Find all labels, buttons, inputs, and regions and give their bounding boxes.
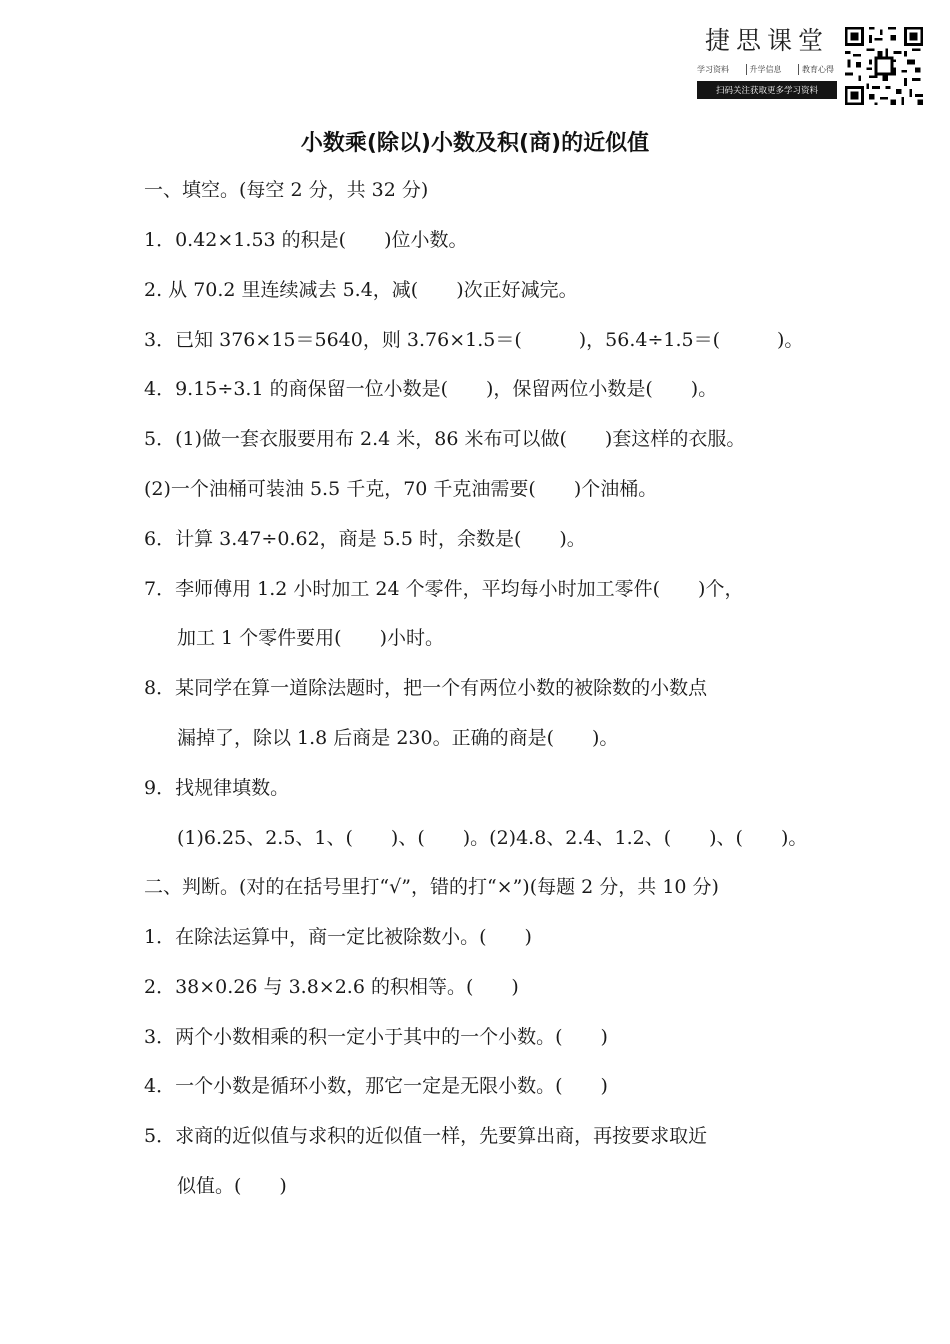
- question-line: 6．计算 3.47÷0.62，商是 5.5 时，余数是( )。: [144, 528, 586, 550]
- brand-block: [697, 26, 837, 99]
- question-line: (2)一个油桶可装油 5.5 千克，70 千克油需要( )个油桶。: [144, 478, 658, 500]
- question-line: 2. 从 70.2 里连续减去 5.4，减( )次正好减完。: [144, 279, 578, 301]
- section-heading: 一、填空。(每空 2 分，共 32 分): [144, 179, 429, 201]
- brand-tag: 升学信息: [746, 64, 785, 75]
- question-line: 3．已知 376×15＝5640，则 3.76×1.5＝( )，56.4÷1.5＝( )。: [144, 329, 804, 351]
- qr-code-icon: [845, 27, 923, 105]
- question-line: 3．两个小数相乘的积一定小于其中的一个小数。( ): [144, 1026, 608, 1048]
- brand-name: 捷思课堂: [704, 26, 829, 55]
- question-line: (1)6.25、2.5、1、( )、( )。(2)4.8、2.4、1.2、( )、( )。: [177, 827, 808, 849]
- question-line: 1．在除法运算中，商一定比被除数小。( ): [144, 926, 532, 948]
- question-line: 8．某同学在算一道除法题时，把一个有两位小数的被除数的小数点: [144, 677, 708, 699]
- page-title: 小数乘(除以)小数及积(商)的近似值: [300, 131, 650, 156]
- question-line: 2．38×0.26 与 3.8×2.6 的积相等。( ): [144, 976, 519, 998]
- question-line: 1．0.42×1.53 的积是( )位小数。: [144, 229, 468, 251]
- question-line: 4．9.15÷3.1 的商保留一位小数是( )，保留两位小数是( )。: [144, 378, 718, 400]
- question-line: 似值。( ): [177, 1175, 287, 1197]
- question-line: 5．(1)做一套衣服要用布 2.4 米，86 米布可以做( )套这样的衣服。: [144, 428, 746, 450]
- question-line: 5．求商的近似值与求积的近似值一样，先要算出商，再按要求取近: [144, 1125, 708, 1147]
- brand-tags: [697, 64, 837, 75]
- brand-tag: 教育心得: [798, 64, 837, 75]
- question-line: 4．一个小数是循环小数，那它一定是无限小数。( ): [144, 1075, 608, 1097]
- question-line: 7．李师傅用 1.2 小时加工 24 个零件，平均每小时加工零件( )个，: [144, 578, 744, 600]
- section-heading: 二、判断。(对的在括号里打“√”，错的打“×”)(每题 2 分，共 10 分): [144, 876, 719, 898]
- brand-tag: 学习资料: [697, 65, 729, 74]
- question-line: 9．找规律填数。: [144, 777, 290, 799]
- question-line: 加工 1 个零件要用( )小时。: [177, 627, 444, 649]
- brand-banner: 扫码关注获取更多学习资料: [697, 81, 837, 99]
- question-line: 漏掉了，除以 1.8 后商是 230。正确的商是( )。: [177, 727, 619, 749]
